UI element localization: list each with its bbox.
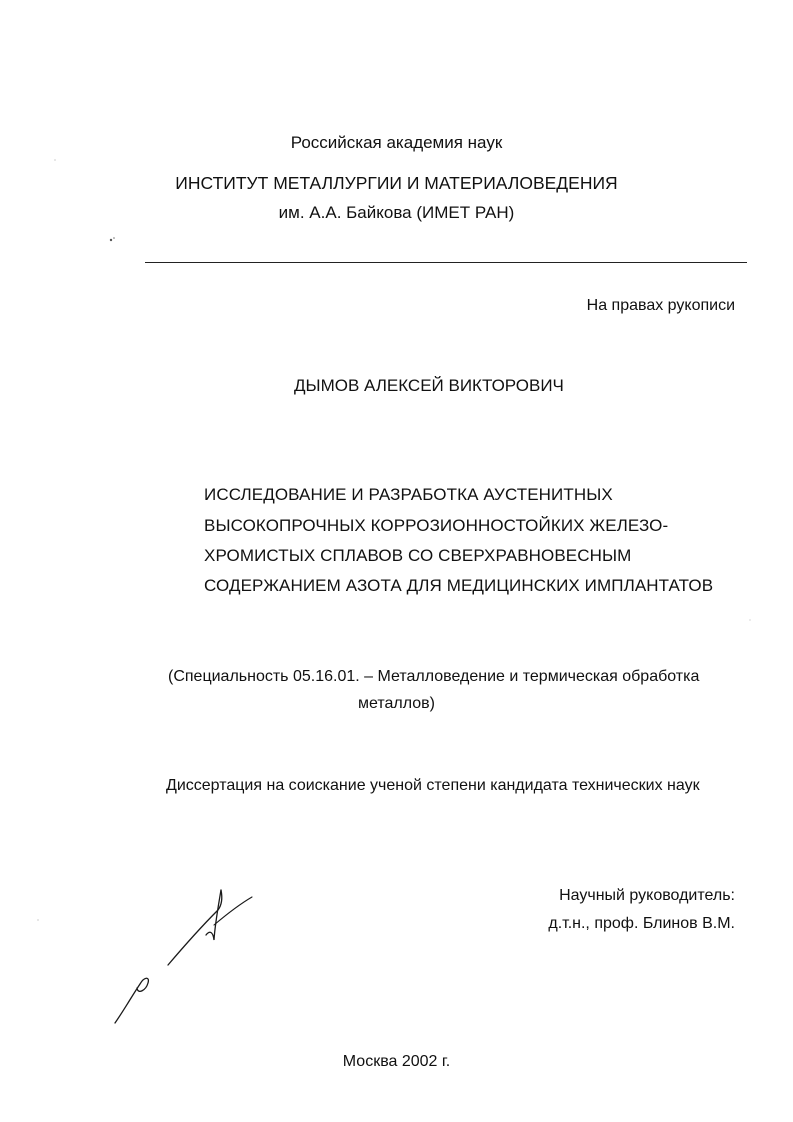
- institute-name: ИНСТИТУТ МЕТАЛЛУРГИИ И МАТЕРИАЛОВЕДЕНИЯ: [175, 173, 618, 193]
- author-name: ДЫМОВ АЛЕКСЕЙ ВИКТОРОВИЧ: [294, 376, 564, 395]
- supervisor-name: д.т.н., проф. Блинов В.М.: [548, 915, 735, 932]
- supervisor-label: Научный руководитель:: [559, 887, 735, 904]
- manuscript-note: На правах рукописи: [586, 297, 735, 314]
- title-line: ИССЛЕДОВАНИЕ И РАЗРАБОТКА АУСТЕНИТНЫХ: [204, 485, 613, 504]
- specialty-line-1: (Специальность 05.16.01. – Металловедение и термическая обработка: [168, 668, 700, 685]
- title-line: ХРОМИСТЫХ СПЛАВОВ СО СВЕРХРАВНОВЕСНЫМ: [204, 546, 632, 565]
- title-line: СОДЕРЖАНИЕМ АЗОТА ДЛЯ МЕДИЦИНСКИХ ИМПЛАНТАТОВ: [204, 576, 714, 595]
- specialty-line-2: металлов): [358, 695, 435, 712]
- handwritten-signature: [110, 880, 270, 1030]
- institute-subtitle: им. А.А. Байкова (ИМЕТ РАН): [278, 203, 515, 222]
- dissertation-statement: Диссертация на соискание ученой степени кандидата технических наук: [166, 777, 700, 794]
- title-line: ВЫСОКОПРОЧНЫХ КОРРОЗИОННОСТОЙКИХ ЖЕЛЕЗО-: [204, 516, 669, 535]
- place-and-year: Москва 2002 г.: [342, 1053, 451, 1070]
- academy-name: Российская академия наук: [290, 133, 503, 152]
- header-divider: [145, 262, 747, 263]
